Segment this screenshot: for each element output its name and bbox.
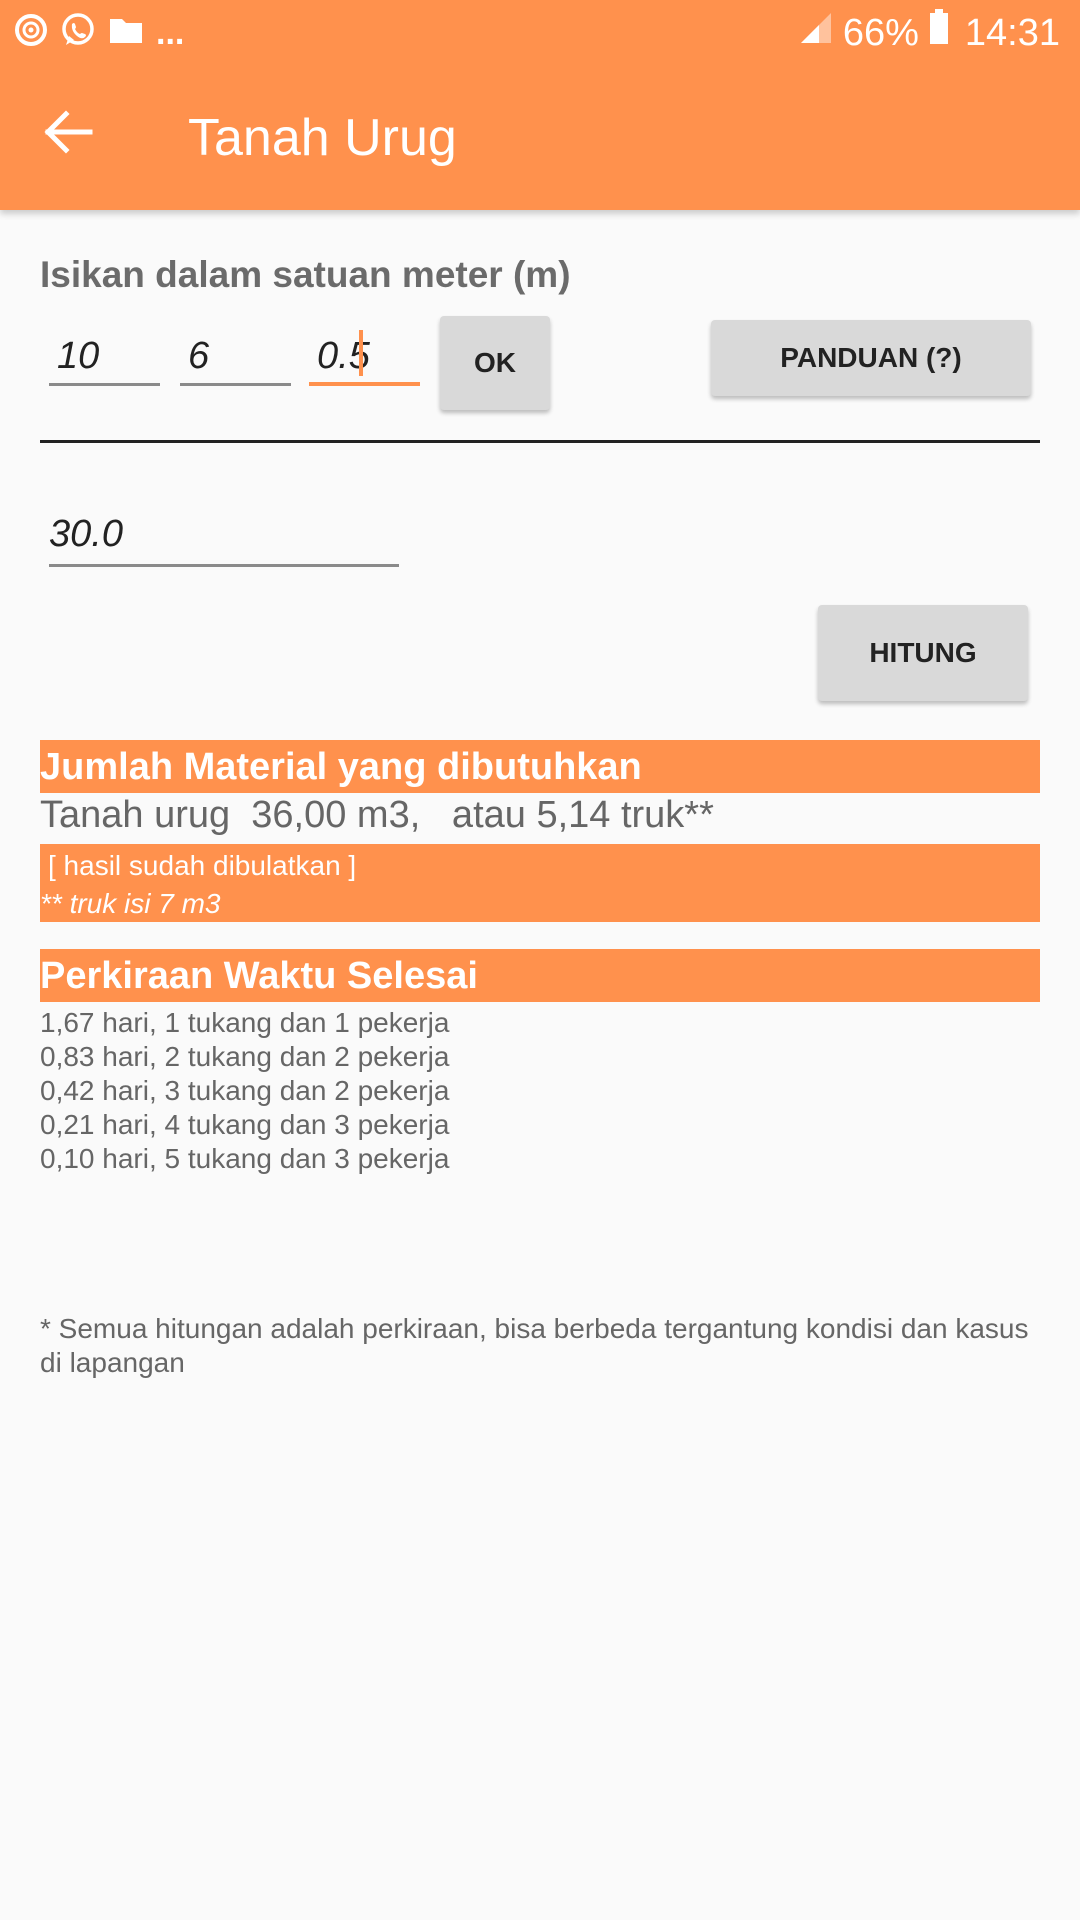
- text-cursor: [359, 330, 363, 376]
- app-bar: [0, 0, 1080, 210]
- notification-icons: [14, 12, 184, 53]
- battery-percentage: 66%: [842, 12, 919, 54]
- list-item: 0,42 hari, 3 tukang dan 2 pekerja: [40, 1075, 450, 1106]
- disclaimer-footnote: * Semua hitungan adalah perkiraan, bisa berbeda tergantung kondisi dan kasus di lapangan: [40, 1313, 1029, 1378]
- height-input[interactable]: [309, 330, 420, 386]
- sync-icon: [14, 13, 48, 52]
- status-bar: [0, 0, 1080, 66]
- folder-icon: [108, 15, 144, 50]
- back-arrow-icon: [44, 141, 94, 158]
- area-result-field[interactable]: [49, 505, 399, 567]
- material-notes: [40, 844, 1040, 922]
- battery-icon: [929, 8, 949, 58]
- divider: [40, 440, 1040, 443]
- estimate-list: [40, 1006, 449, 1176]
- back-button[interactable]: [44, 110, 104, 160]
- whatsapp-icon: [60, 12, 96, 53]
- page-title: Tanah Urug: [188, 109, 457, 167]
- width-input[interactable]: [180, 330, 291, 386]
- list-item: 0,10 hari, 5 tukang dan 3 pekerja: [40, 1143, 450, 1174]
- list-item: 1,67 hari, 1 tukang dan 1 pekerja: [40, 1007, 450, 1038]
- rounded-note: [ hasil sudah dibulatkan ]: [48, 850, 357, 881]
- instruction-label: Isikan dalam satuan meter (m): [40, 254, 571, 295]
- list-item: 0,21 hari, 4 tukang dan 3 pekerja: [40, 1109, 450, 1140]
- system-status: [799, 8, 1060, 58]
- signal-icon: [799, 8, 833, 58]
- estimate-header: [40, 949, 1040, 1002]
- length-input[interactable]: [49, 330, 160, 386]
- list-item: 0,83 hari, 2 tukang dan 2 pekerja: [40, 1041, 450, 1072]
- calculate-button[interactable]: HITUNG: [818, 605, 1028, 701]
- material-result: Tanah urug 36,00 m3, atau 5,14 truk**: [40, 794, 714, 836]
- truck-note: ** truk isi 7 m3: [40, 888, 221, 919]
- guide-button[interactable]: PANDUAN (?): [711, 320, 1031, 396]
- overflow-dots: ...: [156, 13, 185, 52]
- material-heading: Jumlah Material yang dibutuhkan: [40, 746, 642, 788]
- clock: 14:31: [964, 12, 1060, 54]
- material-header: [40, 740, 1040, 793]
- ok-button[interactable]: OK: [440, 316, 550, 410]
- estimate-heading: Perkiraan Waktu Selesai: [40, 955, 478, 997]
